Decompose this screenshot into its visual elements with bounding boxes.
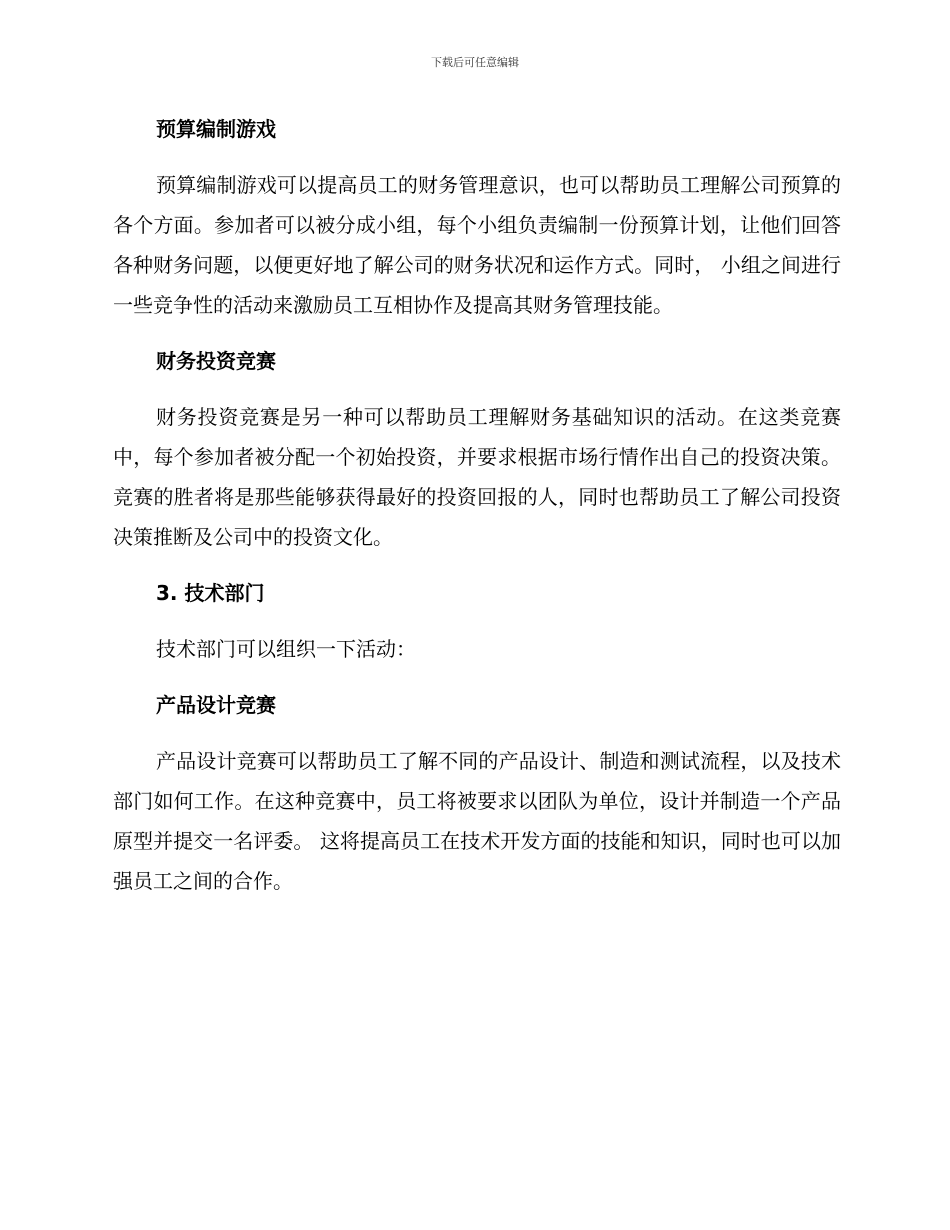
document-body bbox=[113, 112, 841, 920]
section-heading-tech-department: 3. 技术部门 bbox=[156, 581, 265, 605]
page-header: 下载后可任意编辑 bbox=[431, 56, 519, 69]
section-paragraph-budget-game: 预算编制游戏可以提高员工的财务管理意识，也可以帮助员工理解公司预算的各个方面。参加者可以被分成小组，每个小组负责编制一份预算计划，让他们回答各种财务问题，以便更好地了解公司的财务状况和运作方式。同时， 小组之间进行一些竞争性的活动来激励员工互相协作及提高其财务管理技能。 bbox=[113, 173, 841, 317]
section-paragraph-investment-contest: 财务投资竞赛是另一种可以帮助员工理解财务基础知识的活动。在这类竞赛中，每个参加者被分配一个初始投资，并要求根据市场行情作出自己的投资决策。竞赛的胜者将是那些能够获得最好的投资回报的人，同时也帮助员工了解公司投资决策推断及公司中的投资文化。 bbox=[113, 405, 841, 549]
section-heading-product-design-contest: 产品设计竞赛 bbox=[156, 693, 276, 717]
section-heading-investment-contest: 财务投资竞赛 bbox=[156, 349, 276, 373]
section-paragraph-tech-department: 技术部门可以组织一下活动： bbox=[156, 637, 416, 661]
section-heading-budget-game: 预算编制游戏 bbox=[156, 117, 276, 141]
section-paragraph-product-design-contest: 产品设计竞赛可以帮助员工了解不同的产品设计、制造和测试流程，以及技术部门如何工作。在这种竞赛中，员工将被要求以团队为单位，设计并制造一个产品原型并提交一名评委。 这将提高员工在技术开发方面的技能和知识，同时也可以加强员工之间的合作。 bbox=[113, 749, 841, 893]
